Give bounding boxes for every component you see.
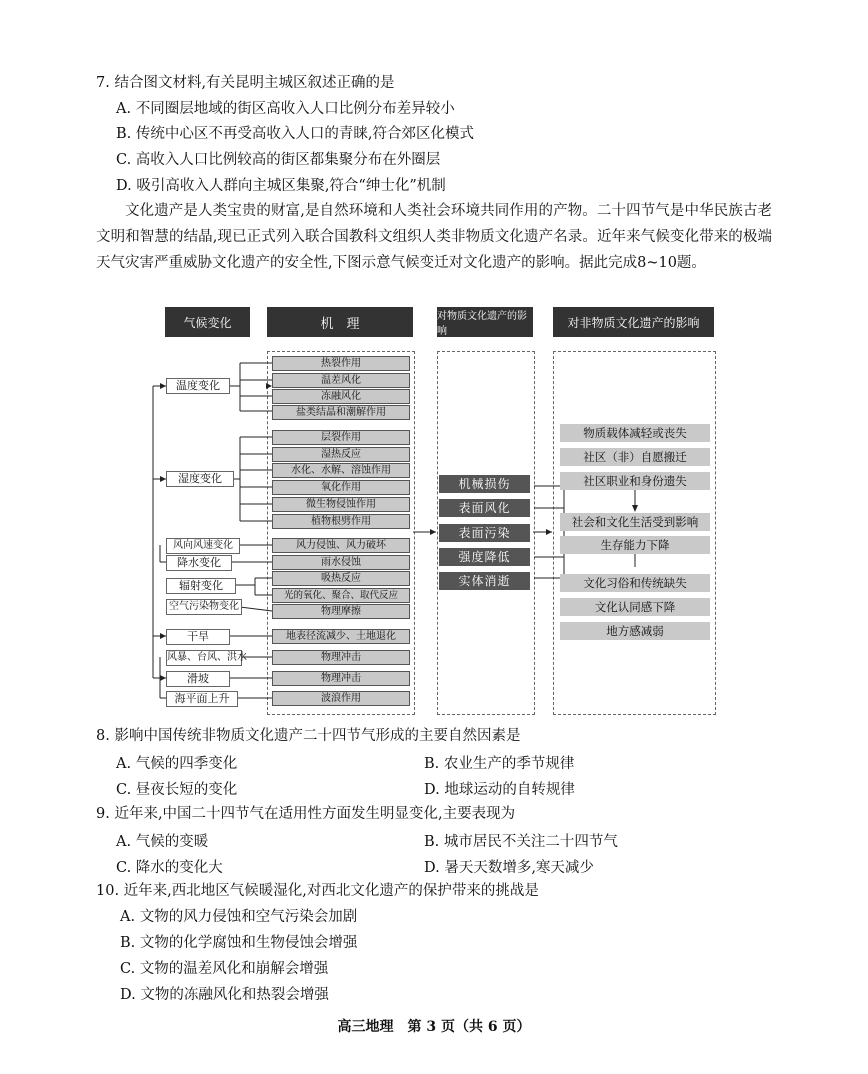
mechanism-item: 温差风化	[272, 373, 410, 388]
cause-landslide: 滑坡	[166, 671, 230, 687]
cause-precipitation: 降水变化	[166, 555, 232, 571]
mechanism-item: 层裂作用	[272, 430, 410, 445]
q9-option-b: B. 城市居民不关注二十四节气	[424, 834, 618, 850]
mechanism-item: 湿热反应	[272, 447, 410, 462]
mechanism-item: 水化、水解、溶蚀作用	[272, 463, 410, 478]
intangible-impact: 社会和文化生活受到影响	[560, 513, 710, 531]
header-material-impact: 对物质文化遗产的影响	[437, 307, 533, 337]
q8-option-d: D. 地球运动的自转规律	[424, 782, 575, 798]
cause-storm: 风暴、台风、洪水	[166, 650, 242, 666]
cause-wind: 风向风速变化	[166, 538, 240, 554]
mechanism-item: 风力侵蚀、风力破坏	[272, 538, 410, 553]
mechanism-item: 物理摩擦	[272, 604, 410, 619]
mechanism-item: 微生物侵蚀作用	[272, 497, 410, 512]
cause-drought: 干旱	[166, 629, 230, 645]
mechanism-item: 植物根劈作用	[272, 514, 410, 529]
passage: 文化遗产是人类宝贵的财富,是自然环境和人类社会环境共同作用的产物。二十四节气是中华民族古老文明和智慧的结晶,现已正式列入联合国教科文组织人类非物质文化遗产名录。近年来气候变化带来的极端天气灾害严重威胁文化遗产的安全性,下图示意气候变迁对文化遗产的影响。据此完成8~10题。	[96, 203, 772, 271]
mechanism-item: 地表径流减少、土地退化	[272, 629, 410, 644]
mechanism-item: 雨水侵蚀	[272, 555, 410, 570]
q8-stem: 8. 影响中国传统非物质文化遗产二十四节气形成的主要自然因素是	[96, 728, 521, 744]
mechanism-item: 光的氧化、聚合、取代反应	[272, 588, 410, 603]
mechanism-item: 物理冲击	[272, 671, 410, 686]
intangible-impact: 社区职业和身份遗失	[560, 472, 710, 490]
mechanism-item: 冻融风化	[272, 389, 410, 404]
material-impact: 强度降低	[439, 548, 530, 566]
mechanism-item: 盐类结晶和潮解作用	[272, 405, 410, 420]
material-impact: 表面风化	[439, 499, 530, 517]
intangible-impact: 物质载体减轻或丧失	[560, 424, 710, 442]
cause-sea-level: 海平面上升	[166, 691, 238, 707]
q8-option-b: B. 农业生产的季节规律	[424, 756, 575, 772]
mechanism-item: 波浪作用	[272, 691, 410, 706]
q9-option-d: D. 暑天天数增多,寒天减少	[424, 860, 594, 876]
cause-air-pollution: 空气污染物变化	[166, 599, 242, 615]
q10-option-a: A. 文物的风力侵蚀和空气污染会加剧	[120, 909, 358, 925]
header-mechanism: 机 理	[267, 307, 413, 337]
intangible-impact: 地方感减弱	[560, 622, 710, 640]
material-impact: 表面污染	[439, 524, 530, 542]
q10-stem: 10. 近年来,西北地区气候暖湿化,对西北文化遗产的保护带来的挑战是	[96, 883, 539, 899]
q7-stem: 7. 结合图文材料,有关昆明主城区叙述正确的是	[96, 75, 395, 91]
mechanism-item: 物理冲击	[272, 650, 410, 665]
cause-radiation: 辐射变化	[166, 578, 236, 594]
header-intangible-impact: 对非物质文化遗产的影响	[553, 307, 714, 337]
mechanism-item: 热裂作用	[272, 356, 410, 371]
q9-stem: 9. 近年来,中国二十四节气在适用性方面发生明显变化,主要表现为	[96, 806, 516, 822]
q8-option-c: C. 昼夜长短的变化	[116, 782, 238, 798]
q10-option-b: B. 文物的化学腐蚀和生物侵蚀会增强	[120, 935, 358, 951]
mechanism-item: 吸热反应	[272, 571, 410, 586]
intangible-impact: 生存能力下降	[560, 536, 710, 554]
q7-option-b: B. 传统中心区不再受高收入人口的青睐,符合郊区化模式	[116, 126, 474, 142]
material-impact: 实体消逝	[439, 572, 530, 590]
q8-option-a: A. 气候的四季变化	[116, 756, 238, 772]
material-impact: 机械损伤	[439, 475, 530, 493]
q9-option-a: A. 气候的变暖	[116, 834, 209, 850]
q9-option-c: C. 降水的变化大	[116, 860, 223, 876]
intangible-impact: 文化习俗和传统缺失	[560, 574, 710, 592]
cause-humidity: 湿度变化	[166, 471, 234, 487]
intangible-impact: 社区（非）自愿搬迁	[560, 448, 710, 466]
q7-option-a: A. 不同圈层地域的街区高收入人口比例分布差异较小	[116, 101, 455, 117]
cause-temperature: 温度变化	[166, 378, 230, 394]
q10-option-d: D. 文物的冻融风化和热裂会增强	[120, 987, 329, 1003]
q7-option-d: D. 吸引高收入人群向主城区集聚,符合“绅士化”机制	[116, 178, 446, 194]
q7-option-c: C. 高收入人口比例较高的街区都集聚分布在外圈层	[116, 152, 441, 168]
header-climate-change: 气候变化	[165, 307, 250, 337]
page-footer: 高三地理 第 3 页（共 6 页）	[337, 1019, 531, 1035]
mechanism-item: 氧化作用	[272, 480, 410, 495]
intangible-impact: 文化认同感下降	[560, 598, 710, 616]
q10-option-c: C. 文物的温差风化和崩解会增强	[120, 961, 329, 977]
